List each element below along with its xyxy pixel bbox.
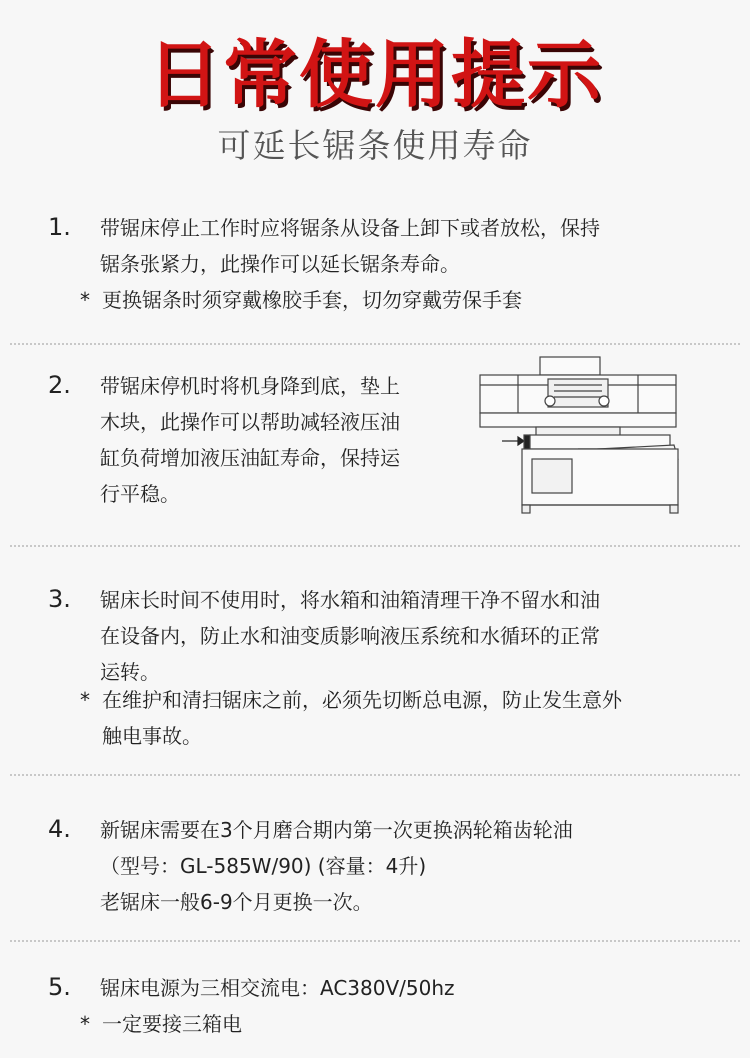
item-line: 老锯床一般6-9个月更换一次。 (100, 890, 373, 914)
divider (10, 774, 740, 776)
item-line: 锯床电源为三相交流电：AC380V/50hz (100, 976, 455, 1000)
item-line: 带锯床停机时将机身降到底，垫上 (100, 374, 400, 398)
star-icon: * (80, 688, 90, 712)
item-text (100, 368, 400, 512)
item-line: 木块，此操作可以帮助减轻液压油 (100, 410, 400, 434)
note-line: 更换锯条时须穿戴橡胶手套，切勿穿戴劳保手套 (102, 288, 522, 312)
item-number: 4. (48, 815, 71, 843)
divider (10, 940, 740, 942)
item-line: 锯条张紧力，此操作可以延长锯条寿命。 (100, 252, 460, 276)
divider (10, 545, 740, 547)
item-number: 5. (48, 973, 71, 1001)
item-number: 2. (48, 371, 71, 399)
item-text (100, 210, 600, 282)
item-line: 锯床长时间不使用时，将水箱和油箱清理干净不留水和油 (100, 588, 600, 612)
item-line: （型号：GL-585W/90) (容量：4升) (100, 854, 427, 878)
note-line: 一定要接三箱电 (102, 1012, 242, 1036)
item-number: 1. (48, 213, 71, 241)
item-line: 新锯床需要在3个月磨合期内第一次更换涡轮箱齿轮油 (100, 818, 573, 842)
note-line: 触电事故。 (102, 724, 202, 748)
band-saw-machine-icon (478, 355, 688, 515)
page-subtitle: 可延长锯条使用寿命 (217, 126, 533, 165)
item-text (100, 970, 455, 1006)
item-note (80, 682, 622, 754)
item-line: 在设备内，防止水和油变质影响液压系统和水循环的正常 (100, 624, 600, 648)
item-line: 带锯床停止工作时应将锯条从设备上卸下或者放松，保持 (100, 216, 600, 240)
item-note (80, 1006, 242, 1042)
item-line: 缸负荷增加液压油缸寿命，保持运 (100, 446, 400, 470)
item-line: 行平稳。 (100, 482, 180, 506)
item-line: 运转。 (100, 660, 160, 684)
star-icon: * (80, 288, 90, 312)
star-icon: * (80, 1012, 90, 1036)
note-line: 在维护和清扫锯床之前，必须先切断总电源，防止发生意外 (102, 688, 622, 712)
divider (10, 343, 740, 345)
item-text (100, 582, 600, 690)
item-note (80, 282, 522, 318)
item-text (100, 812, 573, 920)
page-title: 日常使用提示 (147, 32, 603, 118)
item-number: 3. (48, 585, 71, 613)
